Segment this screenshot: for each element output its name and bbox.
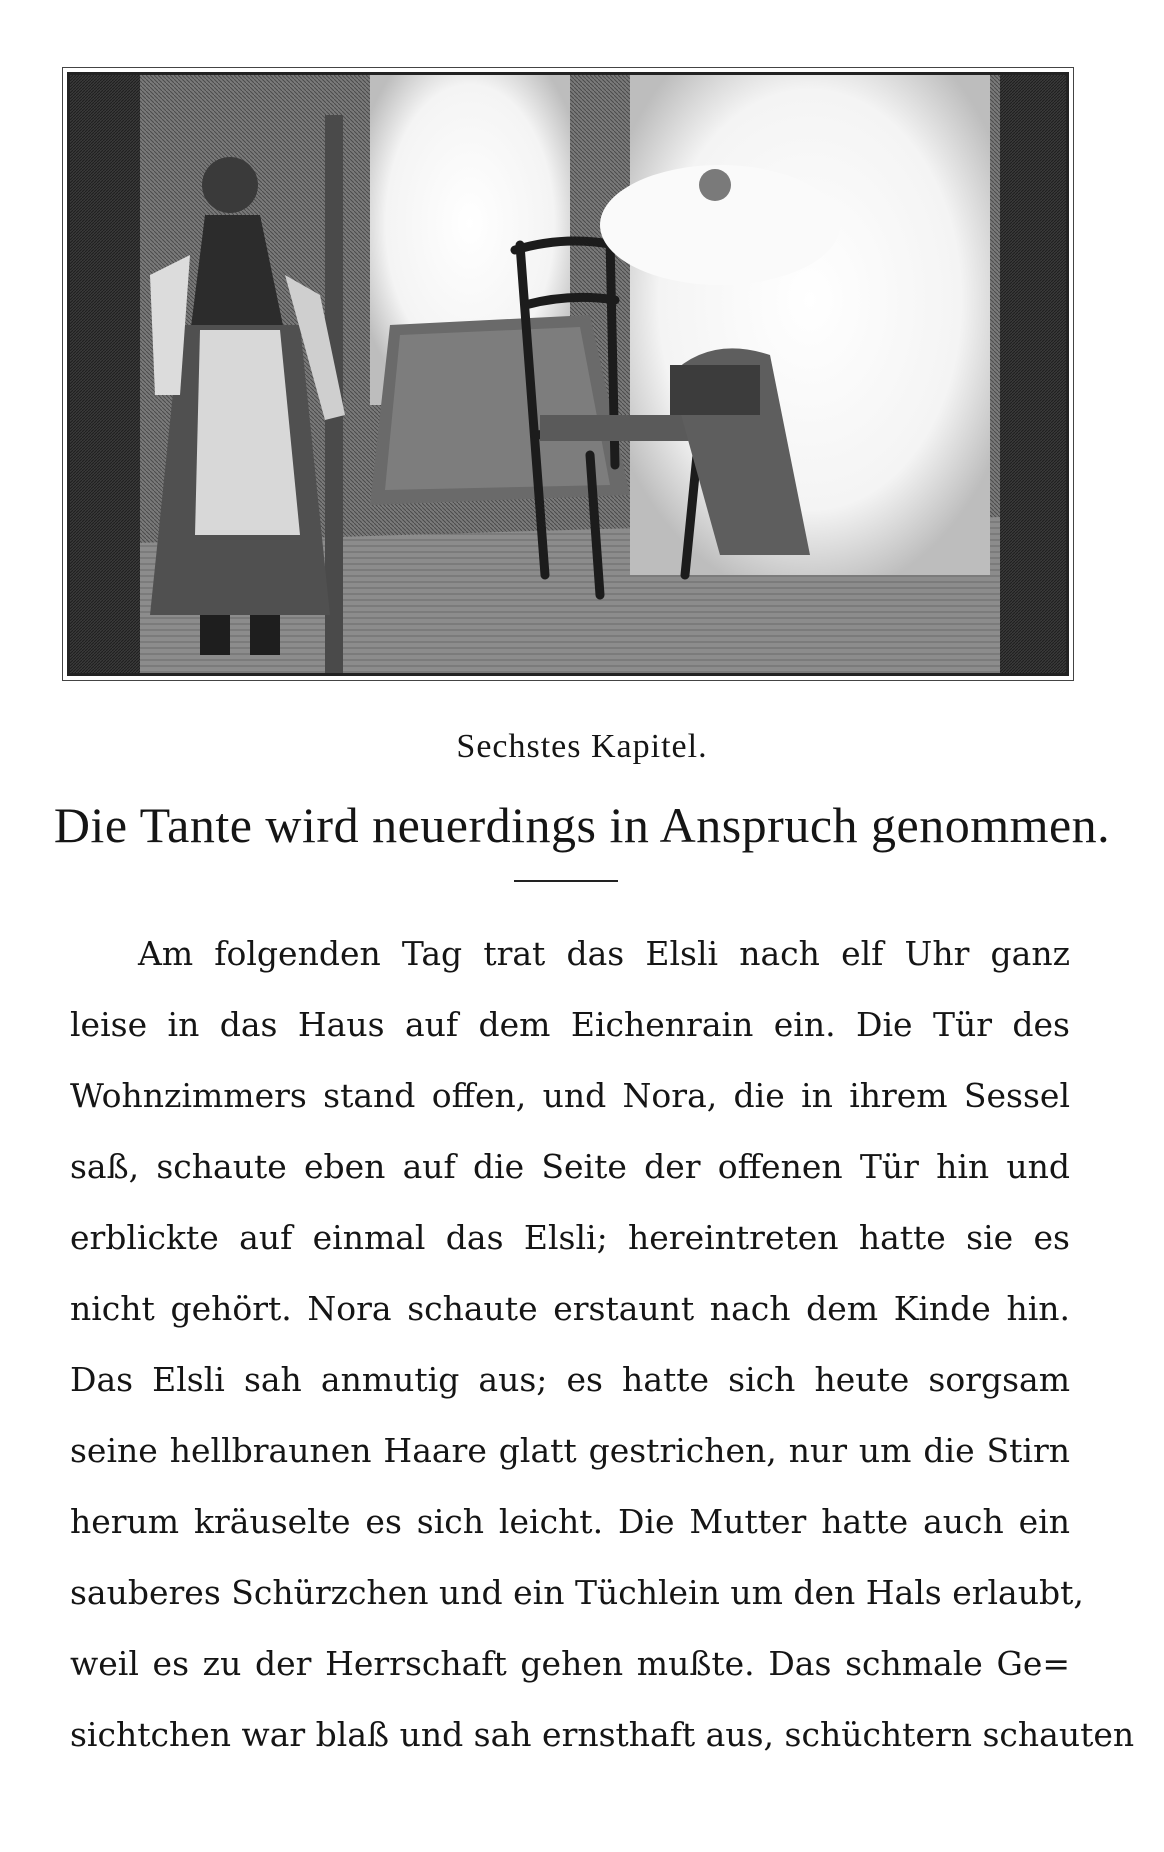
room-scene-illustration (70, 75, 1066, 673)
text-line: seine hellbraunen Haare glatt gestrichen, nur um die Stirn (70, 1431, 1070, 1470)
chapter-title: Die Tante wird neuerdings in Anspruch genommen. (53, 797, 1111, 853)
text-line: erblickte auf einmal das Elsli; hereintreten hatte sie es (70, 1218, 1070, 1257)
text-line: Am folgenden Tag trat das Elsli nach elf Uhr ganz (138, 934, 1070, 973)
divider-rule (514, 880, 618, 882)
text-line: sauberes Schürzchen und ein Tüchlein um den Hals erlaubt, (70, 1573, 1084, 1612)
text-line: leise in das Haus auf dem Eichenrain ein. Die Tür des (70, 1005, 1070, 1044)
text-line: Das Elsli sah anmutig aus; es hatte sich heute sorgsam (70, 1360, 1070, 1399)
chapter-illustration (67, 72, 1069, 676)
text-line: saß, schaute eben auf die Seite der offenen Tür hin und (70, 1147, 1070, 1186)
body-text (70, 918, 1135, 1770)
chapter-label: Sechstes Kapitel. (456, 728, 708, 765)
text-line: Wohnzimmers stand offen, und Nora, die in ihrem Sessel (70, 1076, 1070, 1115)
text-line: herum kräuselte es sich leicht. Die Mutter hatte auch ein (70, 1502, 1070, 1541)
text-line: weil es zu der Herrschaft gehen mußte. Das schmale Ge= (70, 1644, 1070, 1683)
text-line: sichtchen war blaß und sah ernsthaft aus, schüchtern schauten (70, 1715, 1135, 1754)
text-line: nicht gehört. Nora schaute erstaunt nach dem Kinde hin. (70, 1289, 1070, 1328)
